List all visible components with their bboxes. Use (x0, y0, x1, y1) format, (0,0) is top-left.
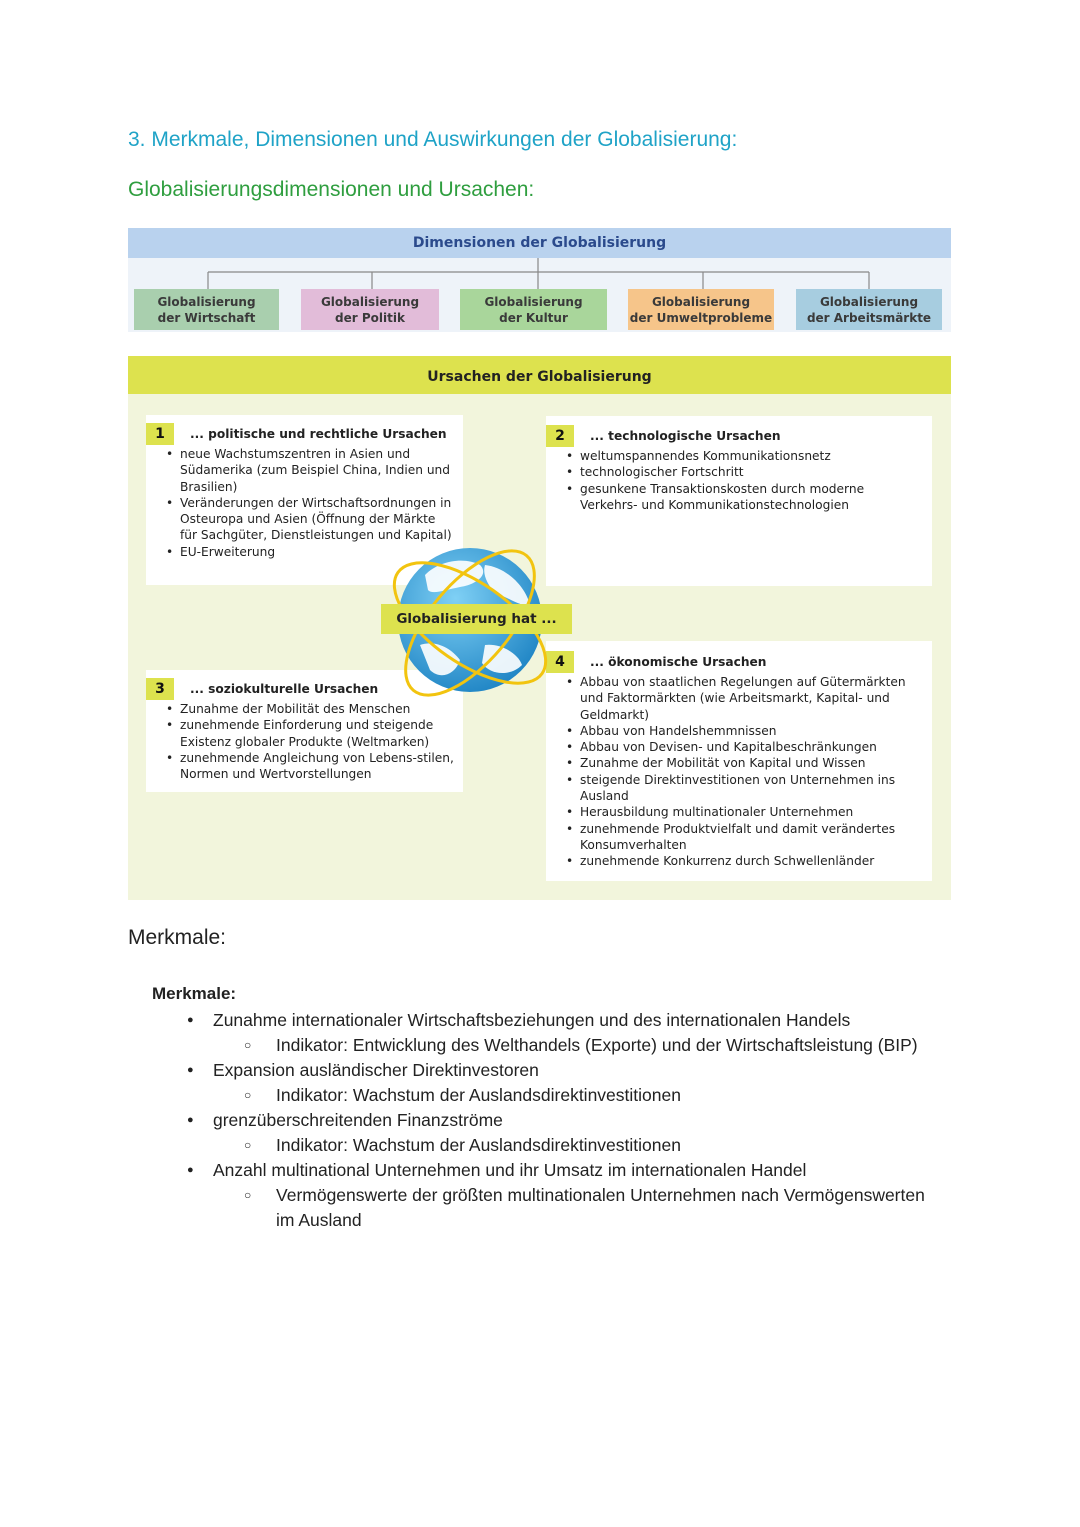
dimension-box-kultur: Globalisierung der Kultur (460, 289, 607, 330)
list-item: • gesunkene Transaktionskosten durch moderne Verkehrs- und Kommunikationstechnologien (566, 481, 916, 514)
list-item: • zunehmende Angleichung von Lebens-stilen, Normen und Wertvorstellungen (166, 750, 461, 783)
cause-title-4: ... ökonomische Ursachen (590, 655, 767, 669)
list-item: • Abbau von staatlichen Regelungen auf Gütermärkten und Faktormärkten (wie Arbeitsmarkt, Kapital- und Geldmarkt) (566, 674, 921, 723)
list-item: ● grenzüberschreitenden Finanzströme (187, 1108, 947, 1133)
list-item: • Abbau von Handelshemmnissen (566, 723, 921, 739)
cause-title-2: ... technologische Ursachen (590, 429, 781, 443)
causes-title: Ursachen der Globalisierung (128, 356, 951, 394)
cause-number-4: 4 (546, 651, 574, 673)
globe-label: Globalisierung hat ... (381, 604, 572, 634)
list-item: • weltumspannendes Kommunikationsnetz (566, 448, 916, 464)
cause-list-4 (566, 674, 921, 870)
list-item: • zunehmende Konkurrenz durch Schwellenländer (566, 853, 921, 869)
dimension-box-politik: Globalisierung der Politik (301, 289, 439, 330)
list-item: • neue Wachstumszentren in Asien und Südamerika (zum Beispiel China, Indien und Brasilien) (166, 446, 456, 495)
cause-list-3 (166, 701, 461, 782)
cause-card-4 (546, 641, 932, 881)
list-item: ● Expansion ausländischer Direktinvestoren (187, 1058, 947, 1083)
list-item: • Zunahme der Mobilität des Menschen (166, 701, 461, 717)
cause-card-2 (546, 416, 932, 586)
merkmale-subheading: Merkmale: (152, 984, 237, 1003)
section-subheading: Globalisierungsdimensionen und Ursachen: (128, 178, 535, 201)
list-item: • Herausbildung multinationaler Unternehmen (566, 804, 921, 820)
list-item: • Abbau von Devisen- und Kapitalbeschränkungen (566, 739, 921, 755)
dimensions-title: Dimensionen der Globalisierung (128, 228, 951, 258)
list-item: • steigende Direktinvestitionen von Unternehmen ins Ausland (566, 772, 921, 805)
list-item: ● Zunahme internationaler Wirtschaftsbeziehungen und des internationalen Handels (187, 1008, 947, 1033)
list-subitem: ○ Indikator: Entwicklung des Welthandels (Exporte) und der Wirtschaftsleistung (BIP) (187, 1033, 947, 1058)
cause-number-3: 3 (146, 678, 174, 700)
cause-number-2: 2 (546, 425, 574, 447)
list-subitem: ○ Indikator: Wachstum der Auslandsdirektinvestitionen (187, 1133, 947, 1158)
dimensions-connectors (128, 258, 951, 290)
list-subitem: ○ Vermögenswerte der größten multinationalen Unternehmen nach Vermögenswerten im Ausland (187, 1183, 947, 1233)
list-item: • Veränderungen der Wirtschaftsordnungen in Osteuropa und Asien (Öffnung der Märkte für Sachgüter, Dienstleistungen und Kapital) (166, 495, 456, 544)
dimension-box-arbeitsmaerkte: Globalisierung der Arbeitsmärkte (796, 289, 942, 330)
list-item: ● Anzahl multinational Unternehmen und ihr Umsatz im internationalen Handel (187, 1158, 947, 1183)
list-item: • Zunahme der Mobilität von Kapital und Wissen (566, 755, 921, 771)
list-item: • technologischer Fortschritt (566, 464, 916, 480)
list-item: • zunehmende Einforderung und steigende Existenz globaler Produkte (Weltmarken) (166, 717, 461, 750)
dimension-box-umweltprobleme: Globalisierung der Umweltprobleme (628, 289, 774, 330)
list-item: • EU-Erweiterung (166, 544, 456, 560)
dimension-box-wirtschaft: Globalisierung der Wirtschaft (134, 289, 279, 330)
list-item: • zunehmende Produktvielfalt und damit verändertes Konsumverhalten (566, 821, 921, 854)
cause-title-1: ... politische und rechtliche Ursachen (190, 427, 447, 441)
list-subitem: ○ Indikator: Wachstum der Auslandsdirektinvestitionen (187, 1083, 947, 1108)
cause-title-3: ... soziokulturelle Ursachen (190, 682, 379, 696)
cause-list-2 (566, 448, 916, 513)
cause-number-1: 1 (146, 423, 174, 445)
merkmale-heading: Merkmale: (128, 926, 227, 949)
page-heading: 3. Merkmale, Dimensionen und Auswirkungen der Globalisierung: (128, 128, 738, 151)
merkmale-list (187, 1008, 947, 1233)
